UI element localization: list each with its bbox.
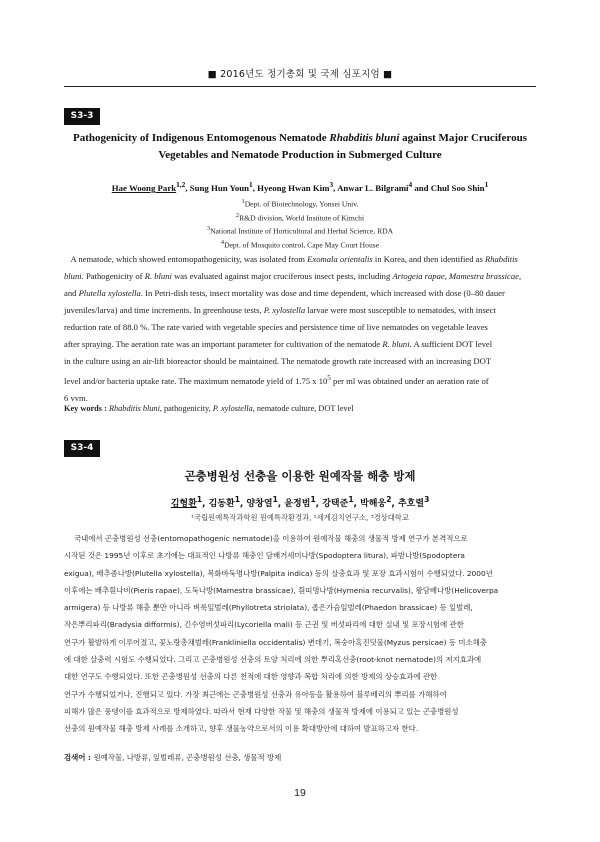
affiliation-line: $^2$R&D division, World Institute of Kimchi xyxy=(235,211,365,223)
proceedings-header: ■ 2016년도 정기총회 및 국제 심포지엄 ■ xyxy=(207,69,393,80)
author: Chul Soo Shin xyxy=(430,182,485,193)
author: Anwar L. Bilgrami xyxy=(337,182,409,193)
abstract-tag: S3-4 xyxy=(64,440,100,457)
author: 김형환 xyxy=(170,499,197,509)
abstract-body: 국내에서 곤충병원성 선충(entomopathogenic nematode)을 이용하여 원예작물 해충의 생물적 방제 연구가 본격적으로 시작된 것은 1995년 이후로 초기에는 대표적인 나방류 해충인 담배거세미나방(Spodoptera litura), 파밤나방(Spodoptera exigua), 배추좀나방(Plutella xylostella), 목화바둑명나방(Palpita indica) 등의 살충효과 및 포장 효과시험이 수행되었다. 2000년 이후에는 배추흰나비(Pieris rapae), 도둑나방(Mamestra brassicae), 흰띠명나방(Hymenia recurvalis), 왕담배나방(Helicoverpa armigera) 등 나방류 해충 뿐만 아니라 벼룩잎벌레(Phyllotreta striolata), 좁은가슴잎벌레(Phaedon brassicae) 등 잎벌레, 작은뿌리파리(Bradysia difformis), 긴수염버섯파리(Lycoriella mali) 등 근권 및 버섯파리에 대한 실내 및 포장시험에 관한 연구가 활발하게 이루어졌고, 꽃노랑총채벌레(Frankliniella occidentalis) 변데기, 복숭아혹진딧물(Myzus persicae) 등 미소해충 에 대한 살충력 시험도 수행되었다. 그리고 곤충병원성 선충의 토양 처리에 의한 뿌리혹선충(root-knot nematode)의 저지효과에 대한 연구도 수행되었다. 또한 곤충병원성 선충의 다른 천적에 대한 영향과 복합 처리에 의한 방제의 상승효과에 관한 연구가 수행되었거나, 진행되고 있다. 가장 최근에는 곤충병원성 선충과 유아등을 활용하여 블루베리의 뿌리를 가해하여 피해가 많은 풍뎅이를 효과적으로 방제하였다. 따라서 현재 다양한 작물 및 해충의 생물적 방제에 이용되고 있는 곤충병원성 선충의 원예작물 해충 방제 사례를 소개하고, 향후 생물농약으로서의 이용 확대방안에 대하여 발표하고자 한다. xyxy=(64,534,499,734)
author: 추호렬 xyxy=(397,499,425,509)
affiliations: ¹국립원예특작과학원 원예특작환경과, ²세계김치연구소, ³경상대학교 xyxy=(191,513,409,522)
abstract-title: 곤충병원성 선충을 이용한 원예작물 해충 방제 xyxy=(184,469,416,483)
author: 윤정범 xyxy=(284,499,311,509)
author-list: Hae Woong Park$^{1,2}$, Sung Hun Youn$^1$, Hyeong Hwan Kim$^3$, Anwar L. Bilgrami$^4$ and Chul Soo Shin$^1$ xyxy=(111,180,489,193)
author: 강택준 xyxy=(322,499,349,509)
author: 양창열 xyxy=(246,499,273,509)
author: Hyeong Hwan Kim xyxy=(257,182,330,193)
abstract-body: A nematode, which showed entomopathogenicity, was isolated from Exomala orientalis in Korea, and then identified as Rhabditis bluni. Pathogenicity of R. bluni was evaluated against major cruciferous insect pests, including Artogeia rapae, Mamestra brassicae, and Plutella xylostella. In Petri-dish tests, insect mortality was dose and time dependent, which increased with dose (0–80 dauer juveniles/larva) and time increments. In greenhouse tests, P. xylostella larvae were most susceptible to nematodes, with insect reduction rate of 88.0 %. The rate varied with vegetable species and persistence time of live nematodes on vegetable leaves after spraying. The aeration rate was an important parameter for cultivation of the nematode R. bluni. A sufficient DOT level in the culture using an air-lift bioreactor should be maintained. The nematode growth rate increased with an increasing DOT level and/or bacteria uptake rate. The maximum nematode yield of 1.75 x $10^5$ per ml was obtained under an aeration rate of 6 vvm. xyxy=(64,254,522,403)
keywords: Key words : Rhabditis bluni, pathogenicity, P. xylostella, nematode culture, DOT level xyxy=(64,404,354,413)
author: Hae Woong Park xyxy=(111,182,177,193)
abstract-tag: S3-3 xyxy=(64,108,100,125)
author: 김동환 xyxy=(208,499,235,509)
author: Sung Hun Youn xyxy=(189,182,250,193)
header-rule xyxy=(64,86,536,87)
affiliation-line: $^1$Dept. of Biotechnology, Yonsei Univ. xyxy=(241,198,359,209)
affiliation-line: $^4$Dept. of Mosquito control, Cape May Court House xyxy=(220,238,380,250)
abstract-title: Pathogenicity of Indigenous Entomogenous Nematode Rhabditis bluni against Major Cruciferous Vegetables and Nematode Production in Submerged Culture xyxy=(73,132,527,161)
author-list: 김형환$^1$, 김동환$^1$, 양창열$^1$, 윤정범$^1$, 강택준$^1$, 박해웅$^2$, 추호렬$^3$ xyxy=(170,495,430,509)
affiliation-line: $^3$National Institute of Horticultural and Herbal Science, RDA xyxy=(206,225,394,236)
author: 박해웅 xyxy=(360,499,387,509)
keywords: 검색어 : 원예작물, 나방류, 잎벌레류, 곤충병원성 선충, 생물적 방제 xyxy=(64,753,282,762)
page-number: 19 xyxy=(294,787,306,799)
affiliations xyxy=(64,196,536,250)
